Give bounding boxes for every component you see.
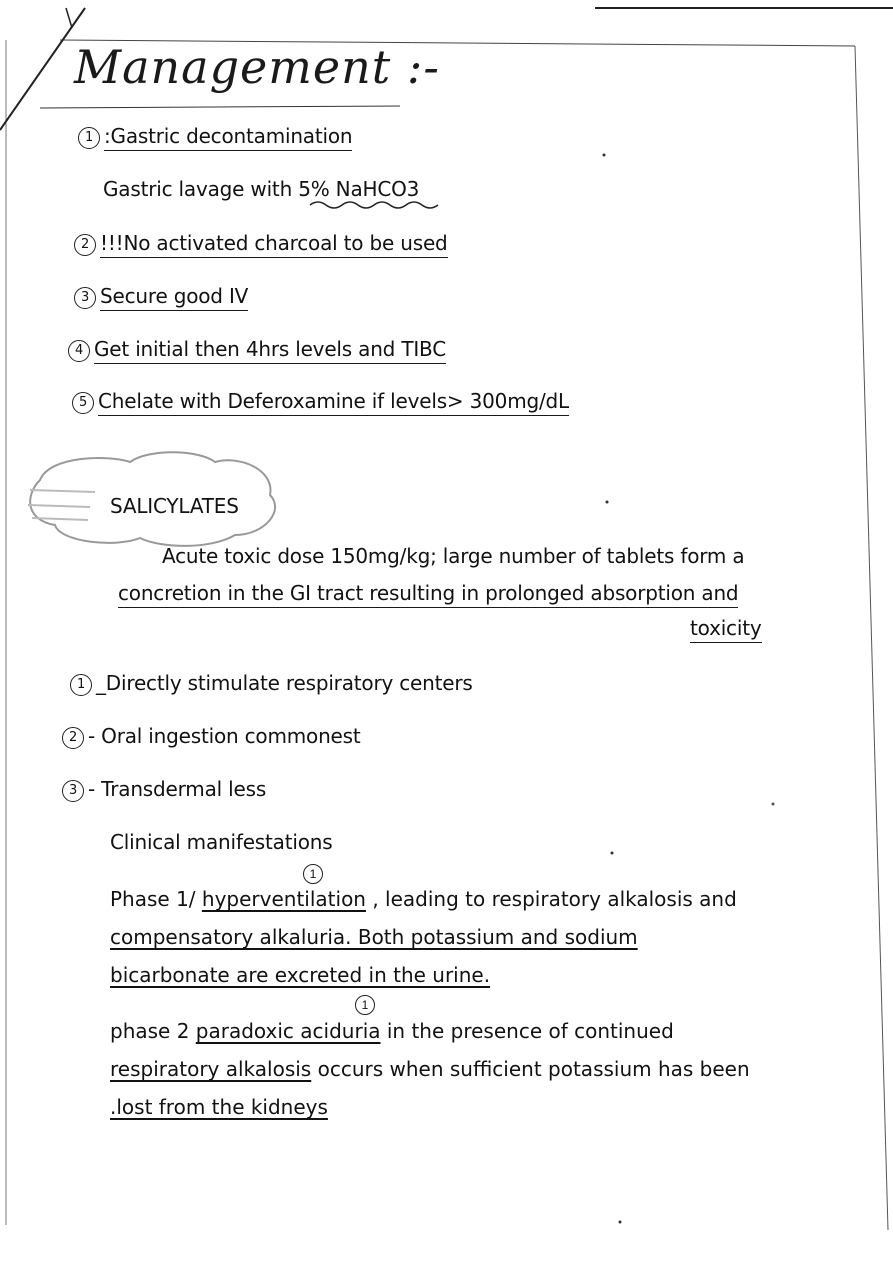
phase-2-line-3: .lost from the kidneys bbox=[110, 1095, 328, 1119]
page-title: Management :- bbox=[74, 40, 440, 94]
step-number: 4 bbox=[68, 340, 90, 362]
phase-2-line-2b: occurs when sufficient potassium has been bbox=[317, 1057, 750, 1081]
management-step-5 bbox=[72, 389, 569, 414]
management-step-2 bbox=[74, 231, 448, 256]
management-step-3 bbox=[74, 284, 248, 309]
phase-1-line-2: compensatory alkaluria. Both potassium and sodium bbox=[110, 925, 638, 949]
phase-1-paragraph bbox=[110, 880, 790, 994]
management-step-lavage bbox=[103, 177, 419, 201]
intro-line-1: Acute toxic dose 150mg/kg; large number of tablets form a bbox=[162, 544, 745, 568]
phase-2-line-2a: respiratory alkalosis bbox=[110, 1057, 312, 1081]
point-number: 1 bbox=[70, 674, 92, 696]
phase-1-label: Phase 1/ bbox=[110, 887, 196, 911]
clinical-heading: Clinical manifestations bbox=[110, 830, 333, 854]
point-text: - Transdermal less bbox=[88, 777, 267, 801]
step-text: !!!No activated charcoal to be used bbox=[100, 231, 448, 258]
point-text: _Directly stimulate respiratory centers bbox=[96, 671, 473, 695]
step-text: Chelate with Deferoxamine if levels> 300mg/dL bbox=[98, 389, 569, 416]
step-text: Get initial then 4hrs levels and TIBC bbox=[94, 337, 446, 364]
management-step-1 bbox=[78, 124, 352, 149]
margin-mark: 1 bbox=[303, 864, 323, 884]
point-1 bbox=[70, 671, 473, 696]
step-number: 1 bbox=[78, 127, 100, 149]
step-text: :Gastric decontamination bbox=[104, 124, 352, 151]
phase-2-term: paradoxic aciduria bbox=[195, 1019, 381, 1043]
point-number: 3 bbox=[62, 780, 84, 802]
phase-2-text: in the presence of continued bbox=[386, 1019, 674, 1043]
margin-mark: 1 bbox=[355, 995, 375, 1015]
step-number: 3 bbox=[74, 287, 96, 309]
phase-2-paragraph bbox=[110, 1012, 790, 1126]
phase-2-label: phase 2 bbox=[110, 1019, 190, 1043]
phase-1-line-3: bicarbonate are excreted in the urine. bbox=[110, 963, 491, 987]
point-number: 2 bbox=[62, 727, 84, 749]
point-3 bbox=[62, 777, 266, 802]
step-number: 2 bbox=[74, 234, 96, 256]
intro-line-3: toxicity bbox=[690, 616, 762, 643]
point-text: - Oral ingestion commonest bbox=[88, 724, 361, 748]
section-heading-salicylates: SALICYLATES bbox=[110, 494, 239, 518]
step-text: Gastric lavage with 5% NaHCO3 bbox=[103, 177, 420, 201]
management-step-4 bbox=[68, 337, 446, 362]
phase-1-text: , leading to respiratory alkalosis and bbox=[372, 887, 737, 911]
point-2 bbox=[62, 724, 361, 749]
step-text: Secure good IV bbox=[100, 284, 248, 311]
step-number: 5 bbox=[72, 392, 94, 414]
intro-line-2: concretion in the GI tract resulting in prolonged absorption and bbox=[118, 581, 738, 608]
phase-1-term: hyperventilation bbox=[201, 887, 366, 911]
